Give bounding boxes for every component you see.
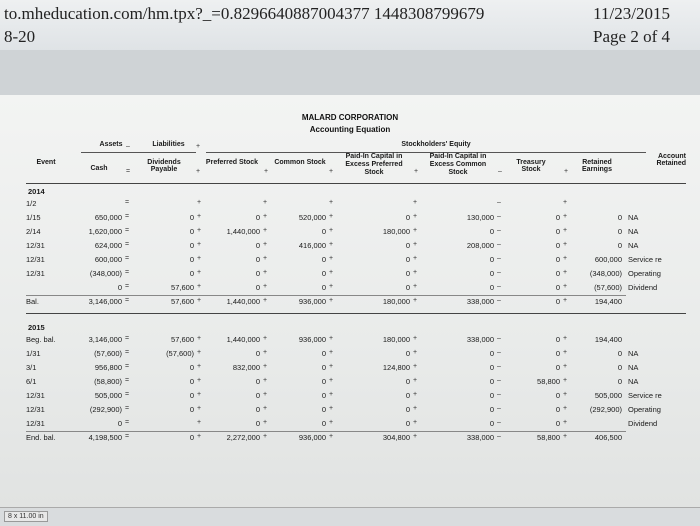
operator-symbol: = bbox=[125, 405, 130, 412]
cell-picc: 130,000 bbox=[466, 213, 494, 222]
operator-symbol: + bbox=[197, 255, 202, 262]
cell-picp: 0 bbox=[405, 269, 410, 278]
operator-symbol: + bbox=[413, 433, 418, 440]
operator-symbol: + bbox=[329, 419, 334, 426]
cell-cash: 3,146,000 bbox=[88, 297, 122, 306]
operator-symbol: + bbox=[329, 213, 334, 220]
cell-acct: Operating bbox=[628, 269, 661, 278]
header-plus: + bbox=[564, 168, 569, 175]
header-plus: + bbox=[264, 168, 269, 175]
operator-symbol: – bbox=[497, 269, 501, 276]
cell-div: 0 bbox=[189, 405, 194, 414]
equation-grid bbox=[26, 135, 686, 505]
divider bbox=[81, 152, 196, 153]
group-assets: Assets bbox=[99, 141, 123, 148]
operator-symbol: = bbox=[125, 269, 130, 276]
operator-symbol: + bbox=[197, 283, 202, 290]
cell-picp: 0 bbox=[405, 405, 410, 414]
cell-event: Beg. bal. bbox=[26, 335, 56, 344]
header-plus: + bbox=[329, 168, 334, 175]
cell-event: 1/2 bbox=[26, 199, 37, 208]
cell-picp: 0 bbox=[405, 241, 410, 250]
cell-event: 1/31 bbox=[26, 349, 41, 358]
cell-event: 3/1 bbox=[26, 363, 37, 372]
cell-picc: 208,000 bbox=[466, 241, 494, 250]
header-equals: = bbox=[126, 168, 131, 175]
cell-acct: Operating bbox=[628, 405, 661, 414]
operator-symbol: = bbox=[125, 255, 130, 262]
operator-symbol: + bbox=[329, 227, 334, 234]
cell-pref: 1,440,000 bbox=[226, 227, 260, 236]
cell-picc: 0 bbox=[489, 283, 494, 292]
cell-picp: 180,000 bbox=[382, 227, 410, 236]
cell-pref: 0 bbox=[255, 391, 260, 400]
operator-symbol: – bbox=[497, 349, 501, 356]
cell-com: 0 bbox=[321, 227, 326, 236]
cell-div: 0 bbox=[189, 363, 194, 372]
cell-com: 0 bbox=[321, 349, 326, 358]
cell-tre: 0 bbox=[555, 391, 560, 400]
cell-pref: 0 bbox=[255, 377, 260, 386]
cell-pref: 0 bbox=[255, 283, 260, 292]
cell-tre: 0 bbox=[555, 283, 560, 292]
cell-pref: 1,440,000 bbox=[226, 297, 260, 306]
operator-symbol: + bbox=[329, 377, 334, 384]
cell-event: 1/15 bbox=[26, 213, 41, 222]
operator-symbol: + bbox=[413, 269, 418, 276]
operator-symbol: + bbox=[563, 213, 568, 220]
operator-symbol: = bbox=[125, 241, 130, 248]
cell-tre: 0 bbox=[555, 241, 560, 250]
cell-picc: 338,000 bbox=[466, 433, 494, 442]
operator-symbol: – bbox=[497, 335, 501, 342]
cell-cash: 956,800 bbox=[94, 363, 122, 372]
operator-symbol: + bbox=[329, 405, 334, 412]
group-equity: Stockholders' Equity bbox=[401, 141, 471, 148]
cell-cash: (57,600) bbox=[94, 349, 122, 358]
operator-symbol: + bbox=[413, 297, 418, 304]
operator-symbol: + bbox=[263, 283, 268, 290]
cell-picc: 0 bbox=[489, 255, 494, 264]
header-common-stock: Common Stock bbox=[274, 159, 326, 166]
cell-com: 416,000 bbox=[298, 241, 326, 250]
cell-pref: 0 bbox=[255, 269, 260, 278]
cell-cash: 505,000 bbox=[94, 391, 122, 400]
cell-acct: Dividend bbox=[628, 283, 658, 292]
operator-symbol: – bbox=[497, 419, 501, 426]
cell-ret: 194,400 bbox=[594, 335, 622, 344]
cell-ret: 0 bbox=[617, 363, 622, 372]
header-cash: Cash bbox=[90, 165, 108, 172]
cell-div: 0 bbox=[189, 213, 194, 222]
cell-acct: Service re bbox=[628, 255, 662, 264]
cell-picp: 0 bbox=[405, 213, 410, 222]
cell-ret: (292,900) bbox=[589, 405, 622, 414]
operator-symbol: + bbox=[329, 283, 334, 290]
cell-event: 6/1 bbox=[26, 377, 37, 386]
cell-com: 0 bbox=[321, 419, 326, 428]
problem-number: 8-20 bbox=[4, 27, 36, 46]
operator-symbol: – bbox=[497, 213, 501, 220]
operator-symbol: + bbox=[197, 419, 202, 426]
operator-symbol: – bbox=[497, 297, 501, 304]
header-account: Account Retained bbox=[656, 153, 686, 167]
cell-event: 12/31 bbox=[26, 241, 45, 250]
cell-div: 57,600 bbox=[171, 283, 194, 292]
cell-acct: NA bbox=[628, 241, 639, 250]
operator-symbol: + bbox=[413, 363, 418, 370]
operator-symbol: + bbox=[413, 283, 418, 290]
header-plus: + bbox=[196, 168, 201, 175]
cell-cash: 1,620,000 bbox=[88, 227, 122, 236]
total-line bbox=[26, 295, 626, 296]
operator-symbol: = bbox=[125, 419, 130, 426]
operator-symbol: + bbox=[563, 255, 568, 262]
cell-acct: NA bbox=[628, 377, 639, 386]
operator-symbol: – bbox=[497, 227, 501, 234]
operator-symbol: + bbox=[263, 419, 268, 426]
operator-symbol: + bbox=[197, 297, 202, 304]
cell-pref: 0 bbox=[255, 241, 260, 250]
operator-symbol: + bbox=[563, 363, 568, 370]
operator-symbol: + bbox=[329, 269, 334, 276]
operator-symbol: + bbox=[413, 213, 418, 220]
operator-symbol: = bbox=[125, 363, 130, 370]
cell-picp: 0 bbox=[405, 349, 410, 358]
print-url: to.mheducation.com/hm.tpx?_=0.8296640887004377 1448308799679 bbox=[4, 4, 485, 23]
cell-event: Bal. bbox=[26, 297, 39, 306]
operator-symbol: = bbox=[125, 377, 130, 384]
header-minus-assets: – bbox=[126, 143, 130, 150]
cell-ret: 194,400 bbox=[594, 297, 622, 306]
cell-picp: 0 bbox=[405, 377, 410, 386]
cell-picc: 338,000 bbox=[466, 297, 494, 306]
cell-tre: 0 bbox=[555, 227, 560, 236]
cell-ret: 0 bbox=[617, 227, 622, 236]
cell-ret: (57,600) bbox=[594, 283, 622, 292]
worksheet bbox=[0, 95, 700, 507]
cell-picp: 0 bbox=[405, 283, 410, 292]
cell-ret: (348,000) bbox=[589, 269, 622, 278]
cell-tre: 0 bbox=[555, 419, 560, 428]
operator-symbol: + bbox=[263, 363, 268, 370]
operator-symbol: + bbox=[197, 335, 202, 342]
operator-symbol: + bbox=[329, 241, 334, 248]
cell-ret: 0 bbox=[617, 377, 622, 386]
operator-symbol: – bbox=[497, 377, 501, 384]
header-plus-liabilities: + bbox=[196, 143, 201, 150]
operator-symbol: + bbox=[563, 405, 568, 412]
operator-symbol: – bbox=[497, 241, 501, 248]
cell-picp: 304,800 bbox=[382, 433, 410, 442]
cell-ret: 406,500 bbox=[594, 433, 622, 442]
operator-symbol: + bbox=[263, 227, 268, 234]
cell-pref: 0 bbox=[255, 419, 260, 428]
cell-event: End. bal. bbox=[26, 433, 56, 442]
operator-symbol: + bbox=[197, 433, 202, 440]
cell-tre: 0 bbox=[555, 405, 560, 414]
cell-com: 520,000 bbox=[298, 213, 326, 222]
cell-ret: 0 bbox=[617, 213, 622, 222]
operator-symbol: + bbox=[197, 349, 202, 356]
cell-cash: 600,000 bbox=[94, 255, 122, 264]
operator-symbol: + bbox=[563, 227, 568, 234]
cell-div: 0 bbox=[189, 433, 194, 442]
cell-picc: 0 bbox=[489, 269, 494, 278]
header-treasury-stock: Treasury Stock bbox=[516, 159, 546, 173]
operator-symbol: + bbox=[563, 433, 568, 440]
cell-acct: NA bbox=[628, 227, 639, 236]
cell-pref: 0 bbox=[255, 213, 260, 222]
operator-symbol: + bbox=[197, 241, 202, 248]
cell-cash: 0 bbox=[117, 419, 122, 428]
operator-symbol: – bbox=[497, 433, 501, 440]
operator-symbol: + bbox=[263, 349, 268, 356]
operator-symbol: = bbox=[125, 349, 130, 356]
operator-symbol: + bbox=[563, 391, 568, 398]
cell-acct: Service re bbox=[628, 391, 662, 400]
operator-symbol: + bbox=[563, 269, 568, 276]
company-title: MALARD CORPORATION bbox=[301, 113, 399, 122]
cell-div: 0 bbox=[189, 377, 194, 386]
cell-picc: 0 bbox=[489, 377, 494, 386]
operator-symbol: + bbox=[263, 377, 268, 384]
cell-div: 57,600 bbox=[171, 297, 194, 306]
operator-symbol: + bbox=[413, 199, 418, 206]
cell-com: 0 bbox=[321, 391, 326, 400]
operator-symbol: + bbox=[329, 349, 334, 356]
cell-acct: NA bbox=[628, 213, 639, 222]
header-pic-common: Paid-In Capital in Excess Common Stock bbox=[429, 153, 487, 176]
operator-symbol: + bbox=[197, 213, 202, 220]
cell-picp: 0 bbox=[405, 391, 410, 400]
operator-symbol: + bbox=[413, 377, 418, 384]
cell-cash: 624,000 bbox=[94, 241, 122, 250]
page-size-indicator: 8 x 11.00 in bbox=[4, 511, 48, 522]
operator-symbol: – bbox=[497, 405, 501, 412]
cell-event: 12/31 bbox=[26, 419, 45, 428]
cell-acct: NA bbox=[628, 349, 639, 358]
operator-symbol: + bbox=[413, 255, 418, 262]
cell-cash: 3,146,000 bbox=[88, 335, 122, 344]
operator-symbol: + bbox=[263, 269, 268, 276]
operator-symbol: + bbox=[563, 199, 568, 206]
cell-com: 0 bbox=[321, 405, 326, 414]
header-preferred-stock: Preferred Stock bbox=[205, 159, 259, 166]
header-dividends-payable: Dividends Payable bbox=[147, 159, 181, 173]
cell-event: 12/31 bbox=[26, 255, 45, 264]
cell-com: 0 bbox=[321, 363, 326, 372]
cell-div: 0 bbox=[189, 391, 194, 400]
cell-picc: 338,000 bbox=[466, 335, 494, 344]
cell-cash: (348,000) bbox=[89, 269, 122, 278]
header-event: Event bbox=[36, 159, 56, 166]
cell-pref: 0 bbox=[255, 255, 260, 264]
operator-symbol: + bbox=[329, 297, 334, 304]
statement-title: Accounting Equation bbox=[309, 125, 391, 134]
operator-symbol: + bbox=[329, 335, 334, 342]
cell-com: 0 bbox=[321, 377, 326, 386]
operator-symbol: + bbox=[329, 391, 334, 398]
operator-symbol: + bbox=[263, 433, 268, 440]
header-underline bbox=[26, 183, 686, 184]
cell-com: 936,000 bbox=[298, 297, 326, 306]
operator-symbol: = bbox=[125, 335, 130, 342]
operator-symbol: + bbox=[413, 419, 418, 426]
cell-tre: 0 bbox=[555, 213, 560, 222]
cell-pref: 832,000 bbox=[232, 363, 260, 372]
operator-symbol: + bbox=[263, 241, 268, 248]
operator-symbol: + bbox=[413, 335, 418, 342]
operator-symbol: + bbox=[413, 227, 418, 234]
cell-cash: (292,900) bbox=[89, 405, 122, 414]
cell-tre: 58,800 bbox=[537, 433, 560, 442]
operator-symbol: = bbox=[125, 297, 130, 304]
cell-ret: 505,000 bbox=[594, 391, 622, 400]
cell-picp: 0 bbox=[405, 255, 410, 264]
cell-tre: 0 bbox=[555, 297, 560, 306]
operator-symbol: + bbox=[263, 297, 268, 304]
operator-symbol: – bbox=[497, 283, 501, 290]
operator-symbol: + bbox=[197, 405, 202, 412]
operator-symbol: = bbox=[125, 283, 130, 290]
operator-symbol: + bbox=[263, 199, 268, 206]
cell-cash: 650,000 bbox=[94, 213, 122, 222]
operator-symbol: = bbox=[125, 391, 130, 398]
cell-tre: 58,800 bbox=[537, 377, 560, 386]
cell-div: 57,600 bbox=[171, 335, 194, 344]
operator-symbol: = bbox=[125, 213, 130, 220]
operator-symbol: + bbox=[197, 377, 202, 384]
cell-pref: 1,440,000 bbox=[226, 335, 260, 344]
operator-symbol: + bbox=[197, 269, 202, 276]
header-plus: + bbox=[414, 168, 419, 175]
cell-event: 12/31 bbox=[26, 391, 45, 400]
operator-symbol: + bbox=[263, 213, 268, 220]
operator-symbol: + bbox=[329, 363, 334, 370]
cell-pref: 2,272,000 bbox=[226, 433, 260, 442]
operator-symbol: + bbox=[329, 199, 334, 206]
cell-event: 2/14 bbox=[26, 227, 41, 236]
cell-picc: 0 bbox=[489, 419, 494, 428]
cell-picp: 124,800 bbox=[382, 363, 410, 372]
operator-symbol: + bbox=[563, 377, 568, 384]
cell-pref: 0 bbox=[255, 405, 260, 414]
cell-div: (57,600) bbox=[166, 349, 194, 358]
group-liabilities: Liabilities bbox=[152, 141, 185, 148]
cell-cash: 0 bbox=[117, 283, 122, 292]
cell-tre: 0 bbox=[555, 255, 560, 264]
cell-tre: 0 bbox=[555, 363, 560, 372]
cell-event: 12/31 bbox=[26, 269, 45, 278]
cell-picc: 0 bbox=[489, 349, 494, 358]
header-pic-preferred: Paid-In Capital in Excess Preferred Stock bbox=[345, 153, 403, 176]
year-2015: 2015 bbox=[28, 323, 45, 332]
cell-acct: NA bbox=[628, 363, 639, 372]
operator-symbol: – bbox=[497, 363, 501, 370]
operator-symbol: – bbox=[497, 255, 501, 262]
status-bar bbox=[0, 507, 700, 526]
page-number: Page 2 of 4 bbox=[593, 27, 670, 46]
section-divider bbox=[26, 313, 686, 314]
cell-picp: 180,000 bbox=[382, 297, 410, 306]
cell-picc: 0 bbox=[489, 391, 494, 400]
operator-symbol: = bbox=[125, 227, 130, 234]
cell-event: 12/31 bbox=[26, 405, 45, 414]
cell-com: 0 bbox=[321, 269, 326, 278]
cell-ret: 600,000 bbox=[594, 255, 622, 264]
operator-symbol: + bbox=[197, 199, 202, 206]
total-line bbox=[26, 431, 626, 432]
operator-symbol: + bbox=[413, 391, 418, 398]
operator-symbol: + bbox=[413, 241, 418, 248]
operator-symbol: = bbox=[125, 199, 130, 206]
cell-acct: Dividend bbox=[628, 419, 658, 428]
operator-symbol: + bbox=[197, 363, 202, 370]
cell-div: 0 bbox=[189, 241, 194, 250]
print-date: 11/23/2015 bbox=[593, 4, 670, 23]
cell-com: 936,000 bbox=[298, 433, 326, 442]
operator-symbol: + bbox=[329, 433, 334, 440]
operator-symbol: + bbox=[263, 405, 268, 412]
cell-pref: 0 bbox=[255, 349, 260, 358]
year-2014: 2014 bbox=[28, 187, 45, 196]
operator-symbol: + bbox=[263, 335, 268, 342]
cell-div: 0 bbox=[189, 255, 194, 264]
cell-tre: 0 bbox=[555, 349, 560, 358]
print-header bbox=[0, 0, 700, 50]
cell-div: 0 bbox=[189, 269, 194, 278]
operator-symbol: + bbox=[563, 349, 568, 356]
header-retained-earnings: Retained Earnings bbox=[582, 159, 612, 173]
operator-symbol: + bbox=[329, 255, 334, 262]
operator-symbol: = bbox=[125, 433, 130, 440]
operator-symbol: + bbox=[563, 419, 568, 426]
cell-tre: 0 bbox=[555, 269, 560, 278]
operator-symbol: + bbox=[563, 283, 568, 290]
header-minus: – bbox=[498, 168, 502, 175]
operator-symbol: + bbox=[197, 391, 202, 398]
operator-symbol: + bbox=[563, 297, 568, 304]
cell-div: 0 bbox=[189, 227, 194, 236]
operator-symbol: + bbox=[197, 227, 202, 234]
cell-ret: 0 bbox=[617, 349, 622, 358]
cell-com: 0 bbox=[321, 283, 326, 292]
operator-symbol: + bbox=[563, 335, 568, 342]
cell-com: 0 bbox=[321, 255, 326, 264]
cell-picc: 0 bbox=[489, 405, 494, 414]
cell-picp: 180,000 bbox=[382, 335, 410, 344]
operator-symbol: – bbox=[497, 391, 501, 398]
cell-cash: (58,800) bbox=[94, 377, 122, 386]
operator-symbol: + bbox=[413, 349, 418, 356]
operator-symbol: + bbox=[263, 255, 268, 262]
cell-picc: 0 bbox=[489, 363, 494, 372]
cell-com: 936,000 bbox=[298, 335, 326, 344]
cell-picp: 0 bbox=[405, 419, 410, 428]
operator-symbol: – bbox=[497, 199, 501, 206]
cell-cash: 4,198,500 bbox=[88, 433, 122, 442]
operator-symbol: + bbox=[413, 405, 418, 412]
cell-picc: 0 bbox=[489, 227, 494, 236]
cell-tre: 0 bbox=[555, 335, 560, 344]
operator-symbol: + bbox=[563, 241, 568, 248]
cell-ret: 0 bbox=[617, 241, 622, 250]
operator-symbol: + bbox=[263, 391, 268, 398]
